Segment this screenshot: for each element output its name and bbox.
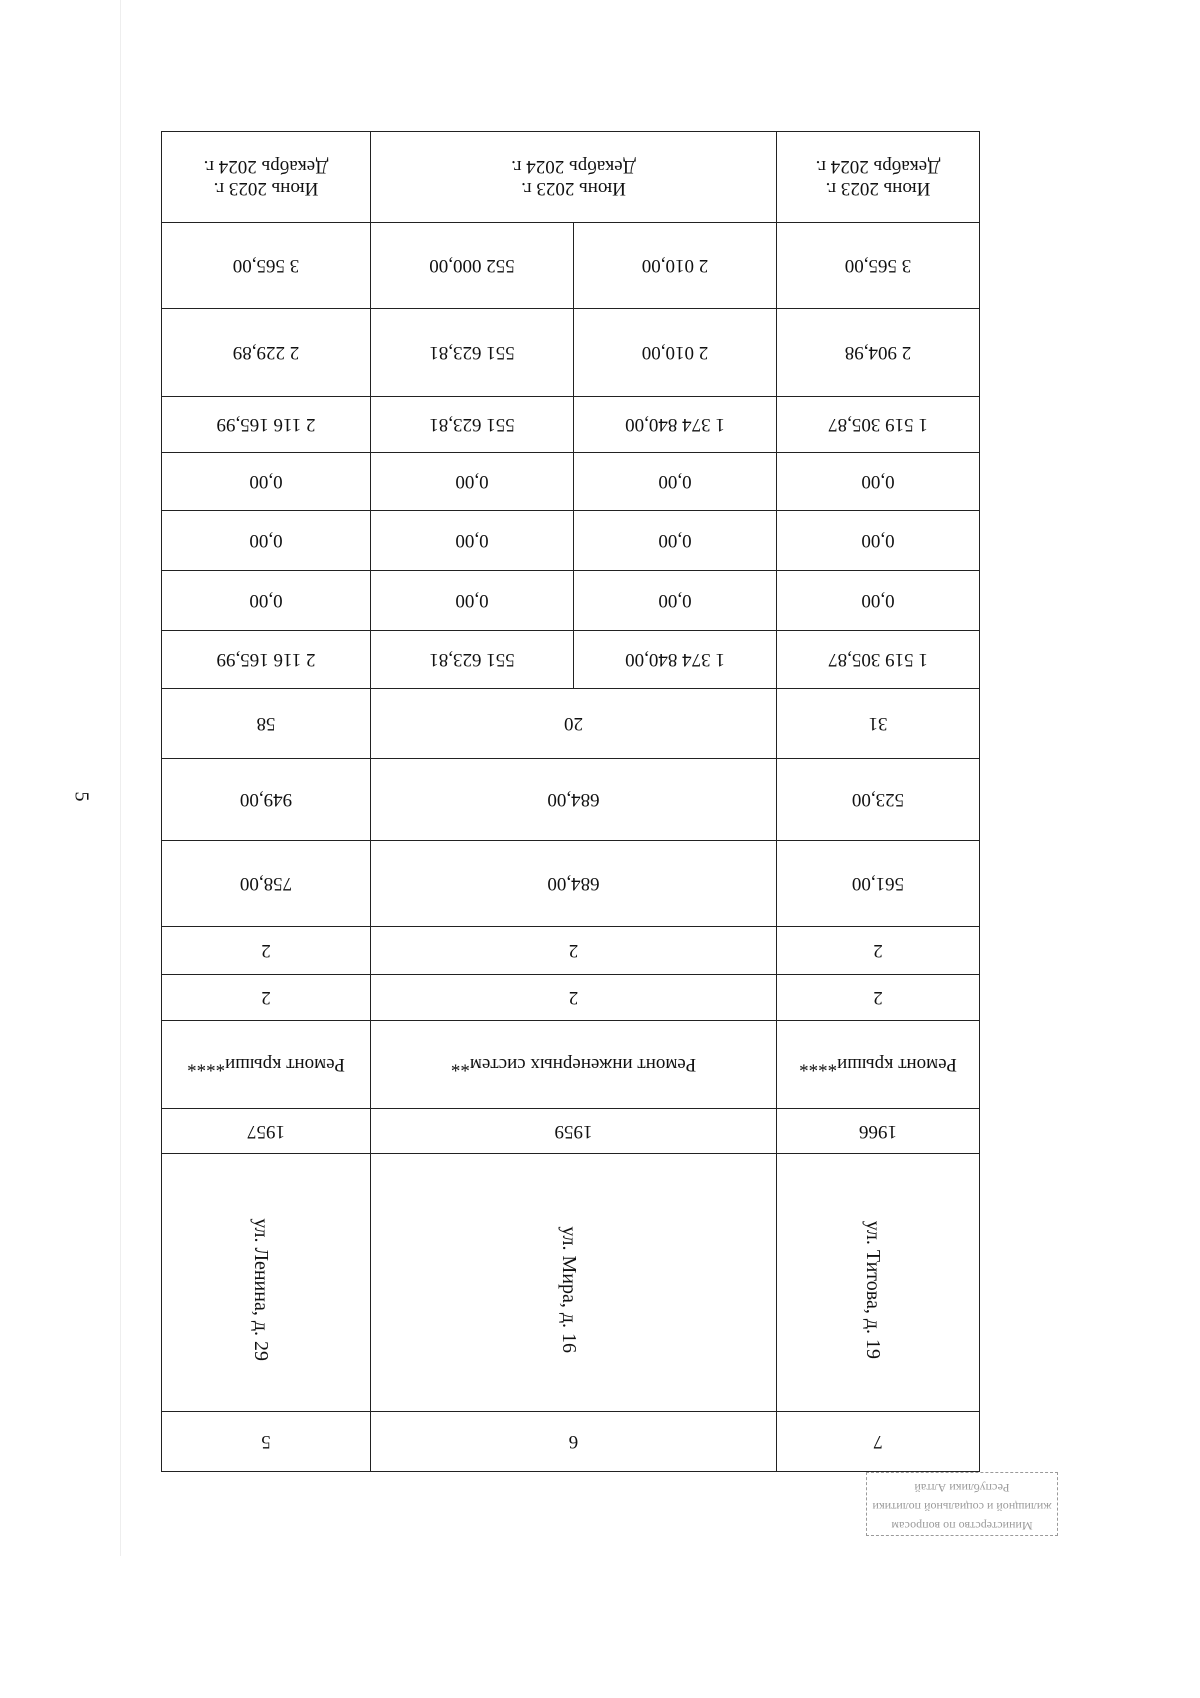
value-cell: 2	[371, 927, 777, 975]
period-end: Декабрь 2024 г.	[815, 156, 941, 177]
work-type-cell: Ремонт инженерных систем**	[371, 1021, 777, 1109]
area-cell: 561,00	[777, 841, 980, 927]
row-number-cell: 5	[162, 1412, 371, 1472]
residents-cell: 20	[371, 689, 777, 759]
area-cell: 949,00	[162, 759, 371, 841]
zero-cell: 0,00	[371, 511, 574, 571]
zero-cell: 0,00	[777, 511, 980, 571]
value-cell: 2	[777, 975, 980, 1021]
zero-cell: 0,00	[574, 453, 777, 511]
residents-cell: 58	[162, 689, 371, 759]
period-start: Июнь 2023 г.	[213, 177, 319, 199]
unit-cost-cell: 2 904,98	[777, 309, 980, 397]
cost-cell: 1 519 305,87	[777, 397, 980, 453]
unit-cost-cell: 2 229,89	[162, 309, 371, 397]
cost-cell: 551 623,81	[371, 397, 574, 453]
period-cell	[162, 132, 371, 223]
cost-cell: 1 374 840,00	[574, 397, 777, 453]
cost-cell: 2 116 165,99	[162, 397, 371, 453]
limit-cost-cell: 3 565,00	[777, 223, 980, 309]
stamp-line: Республики Алтай	[914, 1481, 1010, 1495]
year-cell: 1959	[371, 1109, 777, 1154]
housing-repair-table	[162, 132, 980, 1472]
zero-cell: 0,00	[574, 571, 777, 631]
period-end: Декабрь 2024 г.	[203, 156, 329, 177]
area-cell: 684,00	[371, 759, 777, 841]
address-cell	[777, 1154, 980, 1412]
zero-cell: 0,00	[777, 571, 980, 631]
period-end: Декабрь 2024 г.	[511, 156, 636, 177]
period-start: Июнь 2023 г.	[521, 177, 626, 199]
unit-cost-cell: 2 010,00	[574, 309, 777, 397]
unit-cost-cell: 551 623,81	[371, 309, 574, 397]
address-text: ул. Титова, д. 19	[862, 1220, 885, 1359]
stamp-line: Министерство по вопросам	[891, 1519, 1033, 1533]
row-number-cell: 7	[777, 1412, 980, 1472]
address-cell	[371, 1154, 777, 1412]
zero-cell: 0,00	[162, 511, 371, 571]
work-type-cell: Ремонт крыши****	[777, 1021, 980, 1109]
address-cell	[162, 1154, 371, 1412]
year-cell: 1966	[777, 1109, 980, 1154]
area-cell: 684,00	[371, 841, 777, 927]
row-number-cell: 6	[371, 1412, 777, 1472]
residents-cell: 31	[777, 689, 980, 759]
register-table	[161, 131, 980, 1472]
work-type-cell: Ремонт крыши****	[162, 1021, 371, 1109]
zero-cell: 0,00	[162, 571, 371, 631]
cost-cell: 551 623,81	[371, 631, 574, 689]
official-stamp	[866, 1472, 1058, 1536]
address-text: ул. Ленина, д. 29	[250, 1218, 273, 1361]
value-cell: 2	[777, 927, 980, 975]
cost-cell: 1 519 305,87	[777, 631, 980, 689]
page-number: 5	[70, 791, 93, 802]
value-cell: 2	[371, 975, 777, 1021]
address-text: ул. Мира, д. 16	[558, 1226, 580, 1353]
value-cell: 2	[162, 927, 371, 975]
year-cell: 1957	[162, 1109, 371, 1154]
stamp-line: жилищной и социальной политики	[872, 1500, 1052, 1514]
zero-cell: 0,00	[162, 453, 371, 511]
zero-cell: 0,00	[777, 453, 980, 511]
limit-cost-cell: 552 000,00	[371, 223, 574, 309]
period-cell	[371, 132, 777, 223]
cost-cell: 1 374 840,00	[574, 631, 777, 689]
period-start: Июнь 2023 г.	[825, 177, 931, 199]
limit-cost-cell: 2 010,00	[574, 223, 777, 309]
limit-cost-cell: 3 565,00	[162, 223, 371, 309]
zero-cell: 0,00	[574, 511, 777, 571]
area-cell: 523,00	[777, 759, 980, 841]
zero-cell: 0,00	[371, 571, 574, 631]
area-cell: 758,00	[162, 841, 371, 927]
value-cell: 2	[162, 975, 371, 1021]
period-cell	[777, 132, 980, 223]
scan-margin-line	[120, 0, 121, 1556]
cost-cell: 2 116 165,99	[162, 631, 371, 689]
zero-cell: 0,00	[371, 453, 574, 511]
